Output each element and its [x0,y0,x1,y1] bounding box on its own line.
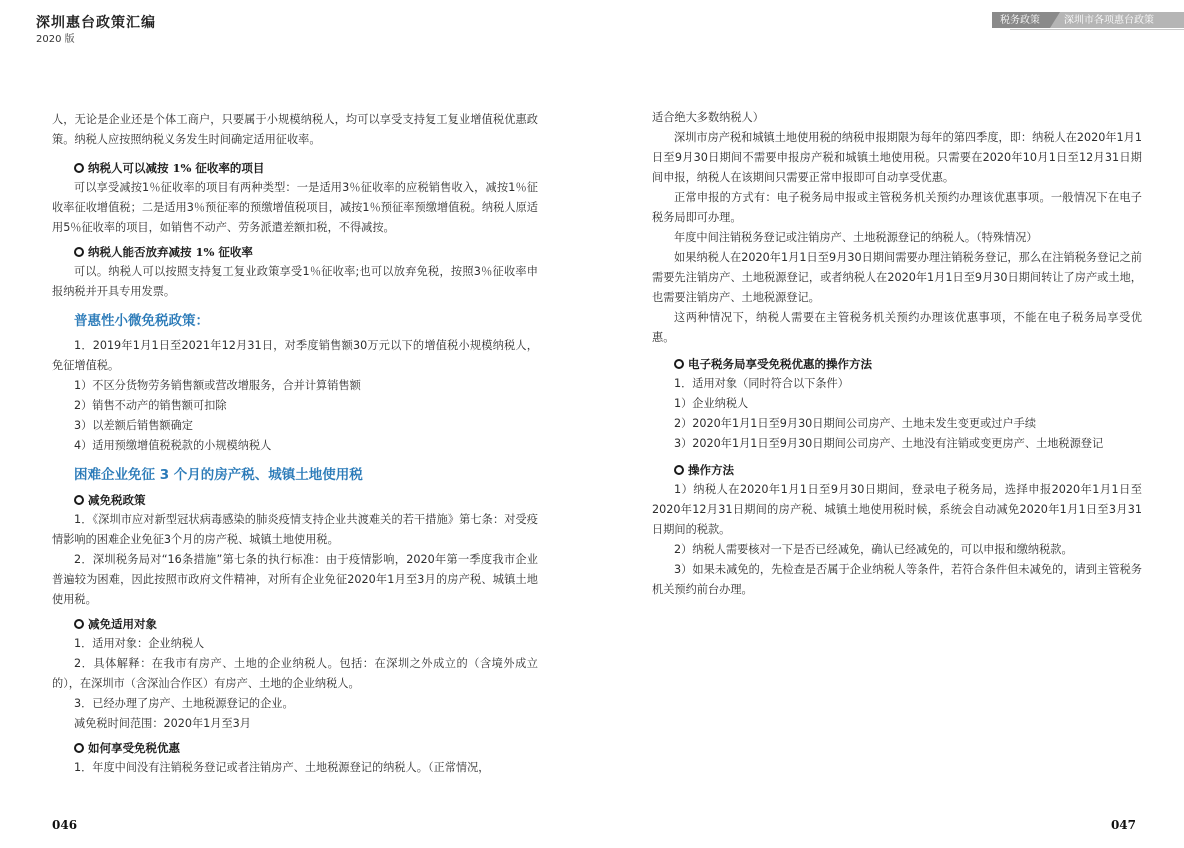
paragraph: 减免税时间范围：2020年1月至3月 [74,717,251,730]
circle-bullet-icon [74,163,84,173]
paragraph: 可以。纳税人可以按照支持复工复业政策享受1％征收率;也可以放弃免税，按照3％征收率申报纳税并开具专用发票。 [52,265,538,298]
list-item: 2）销售不动产的销售额可扣除 [74,399,227,412]
list-item: 2）2020年1月1日至9月30日期间公司房产、土地未发生变更或过户手续 [674,417,1037,430]
paragraph: 年度中间注销税务登记或注销房产、土地税源登记的纳税人。（特殊情况） [674,231,1038,244]
list-item: 4）适用预缴增值税税款的小规模纳税人 [74,439,272,452]
paragraph: 深圳市房产税和城镇土地使用税的纳税申报期限为每年的第四季度，即：纳税人在2020年1月1日至9月30日期间不需要申报房产税和城镇土地使用税。只需要在2020年10月1日至12月31日期间申报，纳税人在该期间只需要正常申报即可自动享受优惠。 [652,131,1142,184]
subheading: 纳税人能否放弃减按 1% 征收率 [52,242,538,262]
circle-bullet-icon [674,465,684,475]
paragraph: 2．具体解释：在我市有房产、土地的企业纳税人。包括：在深圳之外成立的（含境外成立的），在深圳市（含深汕合作区）有房产、土地的企业纳税人。 [52,657,538,690]
paragraph: 1．年度中间没有注销税务登记或者注销房产、土地税源登记的纳税人。（正常情况， [74,761,490,774]
paragraph: 1．适用对象（同时符合以下条件） [674,377,849,390]
paragraph: 可以享受减按1％征收率的项目有两种类型：一是适用3％征收率的应税销售收入，减按1％征收率征收增值税；二是适用3％预征率的预缴增值税项目，减按1％预征率预缴增值税。纳税人原适用5％征收率的项目，如销售不动产、劳务派遣差额扣税，不得减按。 [52,181,538,234]
page-number-left: 046 [52,818,78,832]
list-item: 3）以差额后销售额确定 [74,419,193,432]
subheading: 减免税政策 [52,490,538,510]
list-item: 1）不区分货物劳务销售额或营改增服务，合并计算销售额 [74,379,361,392]
paragraph: 人，无论是企业还是个体工商户，只要属于小规模纳税人，均可以享受支持复工复业增值税优惠政策。纳税人应按照纳税义务发生时间确定适用征收率。 [52,113,538,146]
section-tabs [992,12,1184,28]
subheading: 减免适用对象 [52,614,538,634]
paragraph: 3）如果未减免的，先检查是否属于企业纳税人等条件，若符合条件但未减免的，请到主管税务机关预约前台办理。 [652,563,1142,596]
circle-bullet-icon [74,743,84,753]
circle-bullet-icon [74,619,84,629]
section-tag: 深圳市各项惠台政策 [1060,12,1184,28]
subheading: 如何享受免税优惠 [52,738,538,758]
paragraph: 1．《深圳市应对新型冠状病毒感染的肺炎疫情支持企业共渡难关的若干措施》第七条：对受疫情影响的困难企业免征3个月的房产税、城镇土地使用税。 [52,513,538,546]
paragraph: 2．深圳税务局对“16条措施”第七条的执行标准：由于疫情影响，2020年第一季度我市企业普遍较为困难，因此按照市政府文件精神，对所有企业免征2020年1月至3月的房产税、城镇土地使用税。 [52,553,538,606]
page-number-right: 047 [1110,818,1136,832]
paragraph: 适合绝大多数纳税人） [652,111,764,124]
paragraph: 3．已经办理了房产、土地税源登记的企业。 [74,697,294,710]
list-item: 3）2020年1月1日至9月30日期间公司房产、土地没有注销或变更房产、土地税源登记 [674,437,1104,450]
category-tag: 税务政策 [992,12,1050,28]
circle-bullet-icon [74,495,84,505]
tag-separator [1050,12,1060,28]
paragraph: 如果纳税人在2020年1月1日至9月30日期间需要办理注销税务登记，那么在注销税务登记之前需要先注销房产、土地税源登记，或者纳税人在2020年1月1日至9月30日期间转让了房产或土地，也需要注销房产、土地税源登记。 [652,251,1142,304]
paragraph: 1．2019年1月1日至2021年12月31日，对季度销售额30万元以下的增值税小规模纳税人，免征增值税。 [52,339,538,372]
section-heading: 困难企业免征 3 个月的房产税、城镇土地使用税 [74,467,363,483]
left-page-column [52,110,538,778]
paragraph: 这两种情况下，纳税人需要在主管税务机关预约办理该优惠事项，不能在电子税务局享受优惠。 [652,311,1142,344]
paragraph: 1．适用对象：企业纳税人 [74,637,205,650]
subheading: 操作方法 [652,460,1142,480]
subheading: 电子税务局享受免税优惠的操作方法 [652,354,1142,374]
list-item: 1）企业纳税人 [674,397,749,410]
paragraph: 正常申报的方式有：电子税务局申报或主管税务机关预约办理该优惠事项。一般情况下在电子税务局即可办理。 [652,191,1142,224]
document-title: 深圳惠台政策汇编 [36,15,156,31]
paragraph: 2）纳税人需要核对一下是否已经减免，确认已经减免的，可以申报和缴纳税款。 [674,543,1073,556]
edition-label: 2020 版 [36,34,75,45]
subheading: 纳税人可以减按 1% 征收率的项目 [52,158,538,178]
paragraph: 1）纳税人在2020年1月1日至9月30日期间，登录电子税务局，选择申报2020年1月1日至2020年12月31日期间的房产税、城镇土地使用税时候，系统会自动减免2020年1月1日至3月31日期间的税款。 [652,483,1142,536]
section-heading: 普惠性小微免税政策： [74,313,209,329]
header-rule [1010,29,1184,30]
circle-bullet-icon [74,247,84,257]
right-page-column [652,108,1142,600]
circle-bullet-icon [674,359,684,369]
